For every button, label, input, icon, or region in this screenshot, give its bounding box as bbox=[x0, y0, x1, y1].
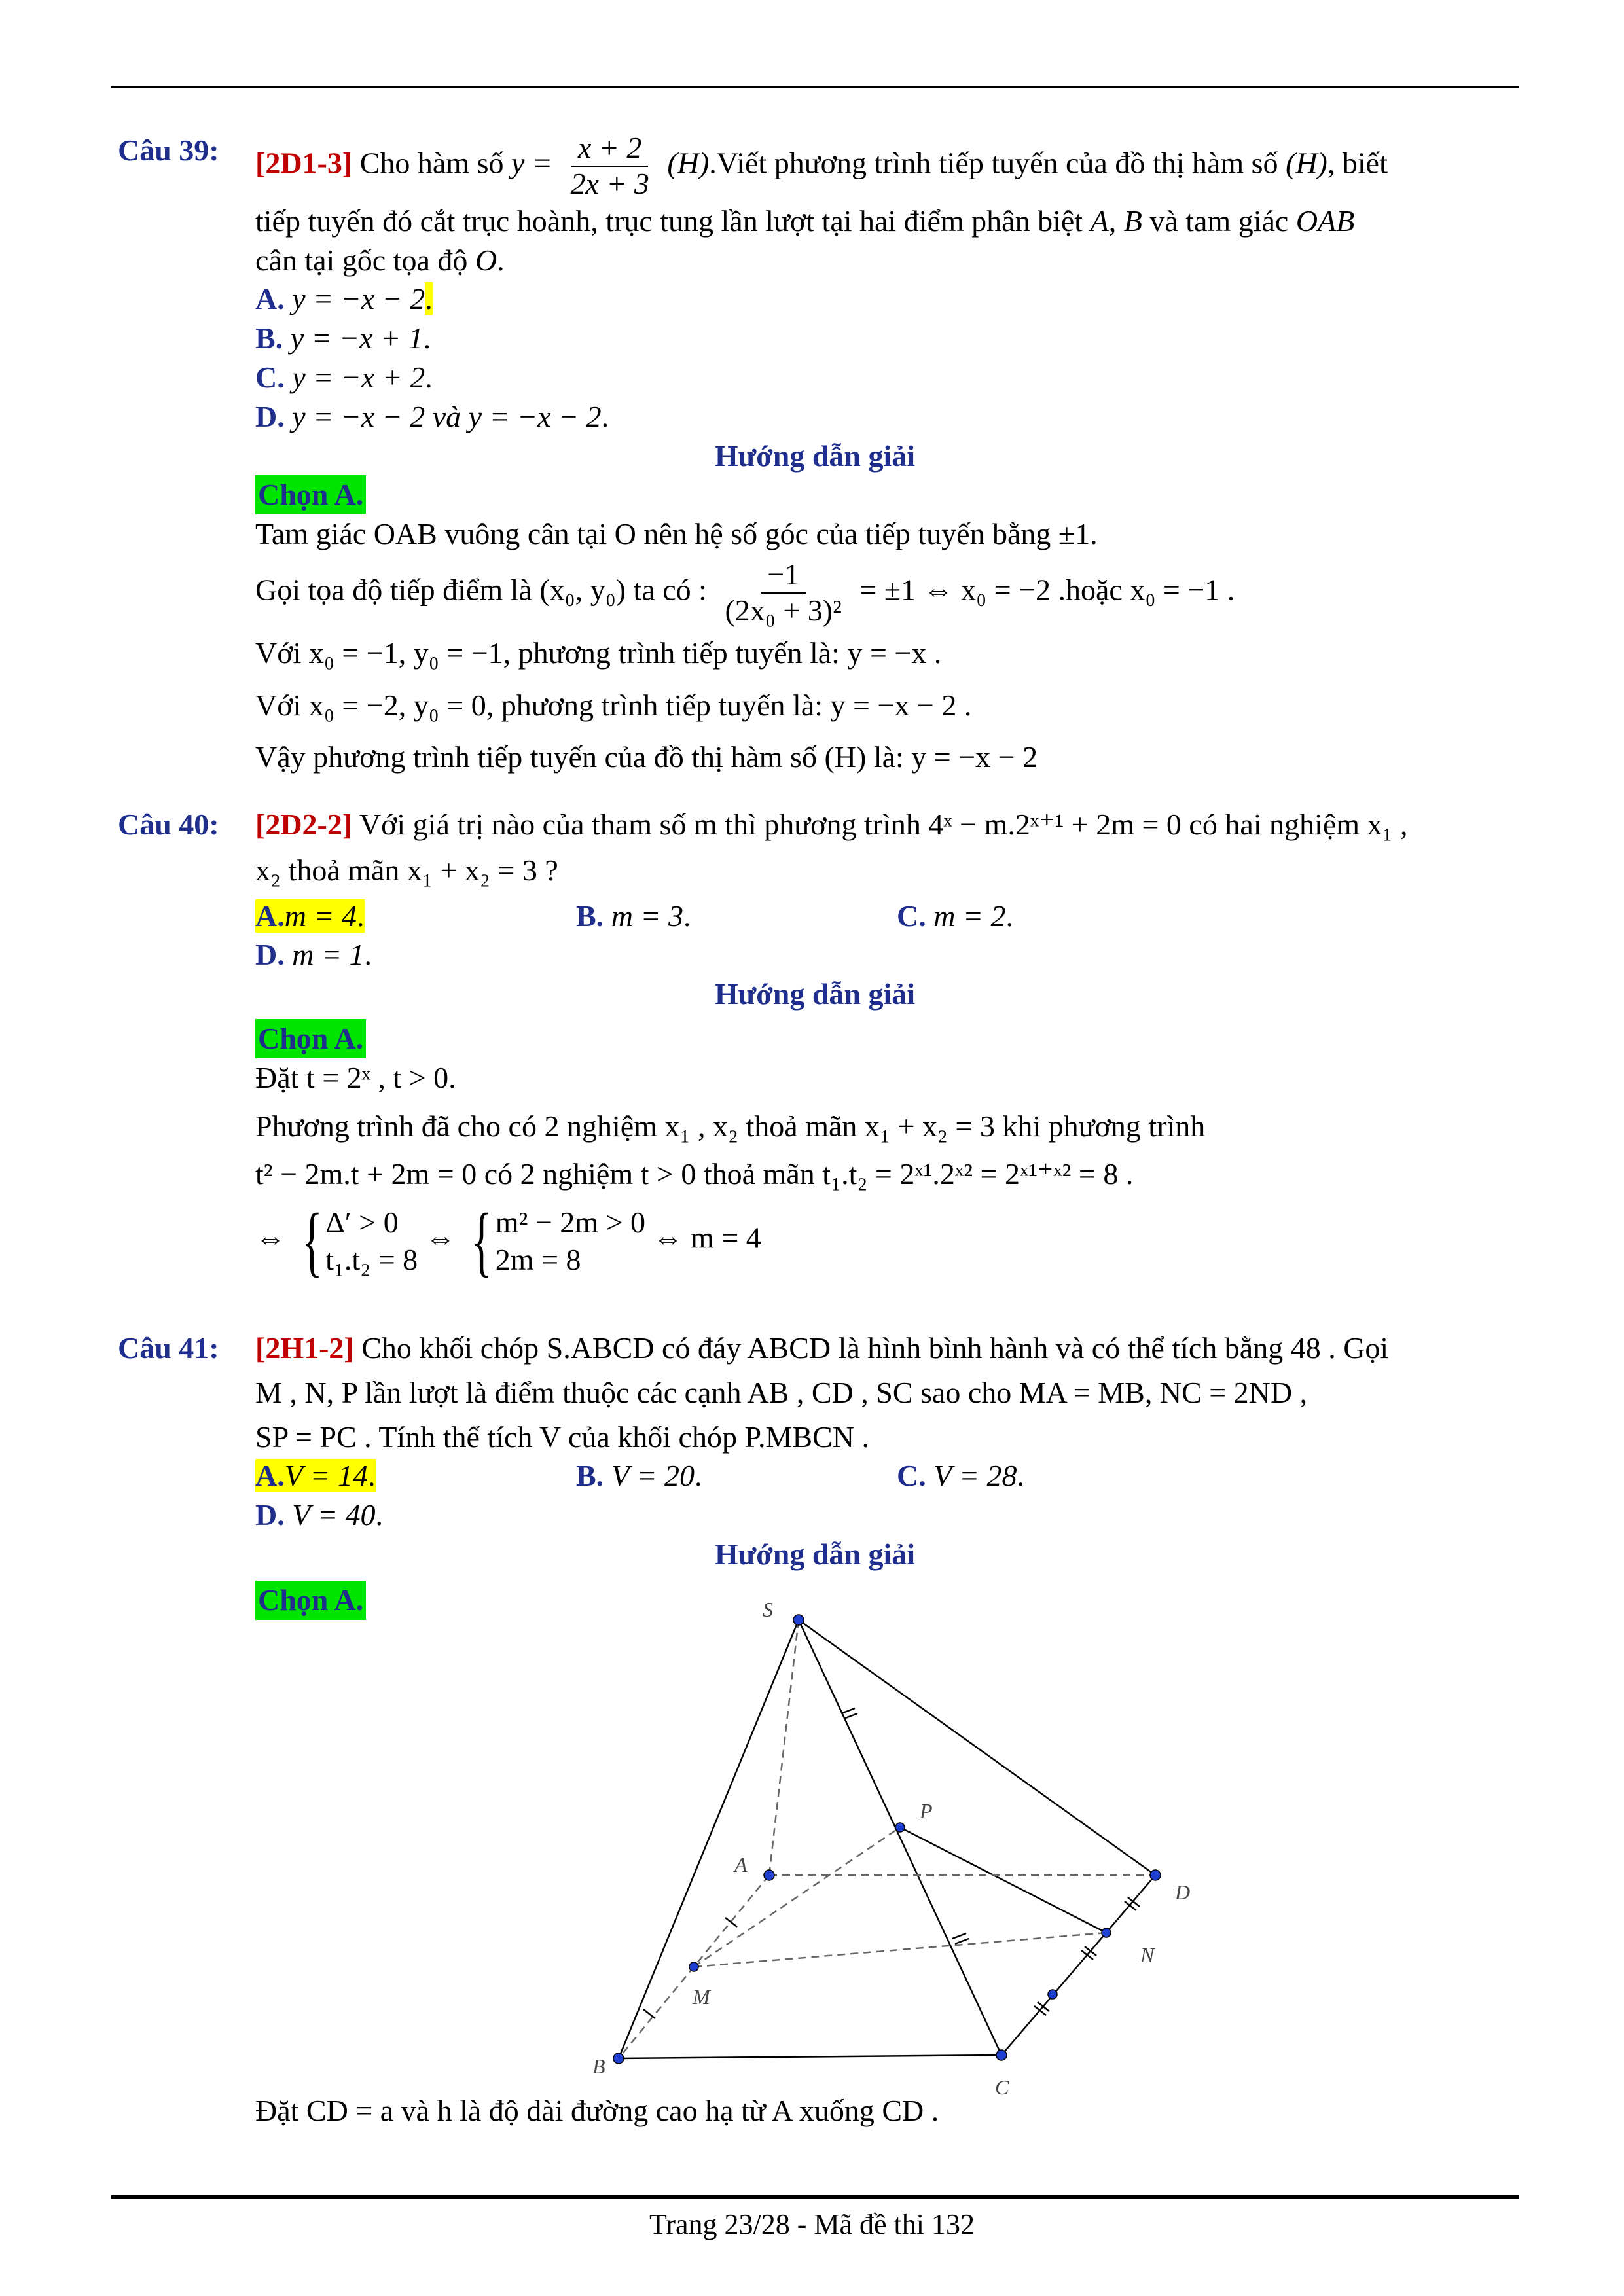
question-body bbox=[255, 805, 1519, 1285]
option-label: D. bbox=[255, 1498, 285, 1532]
question-text-end: , biết bbox=[1327, 146, 1388, 180]
func-name-ref: (H) bbox=[1286, 146, 1327, 180]
segment-MP-hidden bbox=[694, 1827, 900, 1967]
solution-line bbox=[255, 558, 1519, 628]
option-label: C. bbox=[255, 360, 285, 394]
math-var: OAB bbox=[1295, 204, 1355, 238]
system-row: m² − 2m > 0 bbox=[495, 1205, 646, 1239]
question-intro: Cho hàm số bbox=[359, 146, 504, 180]
fraction-denominator: 2x + 3 bbox=[570, 166, 649, 200]
label-D: D bbox=[1175, 1880, 1191, 1904]
solution-line: Với x₀ = −1, y₀ = −1, phương trình tiếp tuyến là: y = −x . bbox=[255, 636, 942, 670]
answer-options bbox=[255, 897, 1519, 975]
question-text: và tam giác bbox=[1149, 204, 1289, 238]
question-label: Câu 41: bbox=[118, 1331, 219, 1365]
label-M: M bbox=[693, 1985, 710, 2009]
option-label: B. bbox=[255, 321, 283, 355]
label-N: N bbox=[1140, 1943, 1155, 1967]
solution-line: t² − 2m.t + 2m = 0 có 2 nghiệm t > 0 thoả mãn t₁.t₂ = 2ˣ¹.2ˣ² = 2ˣ¹⁺ˣ² = 8 . bbox=[255, 1157, 1134, 1191]
question-line-2 bbox=[255, 202, 1519, 241]
system-row: 2m = 8 bbox=[495, 1243, 581, 1277]
difficulty-tag: [2D2-2] bbox=[255, 808, 353, 841]
option-b[interactable] bbox=[576, 1456, 897, 1496]
option-text: y = −x − 2 bbox=[292, 282, 425, 316]
option-c[interactable] bbox=[897, 1456, 1218, 1496]
option-c[interactable] bbox=[897, 897, 1218, 936]
answer-options bbox=[255, 1456, 1519, 1535]
option-a[interactable] bbox=[255, 897, 576, 936]
label-B: B bbox=[592, 2054, 605, 2078]
difficulty-tag: [2H1-2] bbox=[255, 1331, 354, 1365]
segment-MN-hidden bbox=[694, 1933, 1106, 1967]
chosen-answer: Chọn A. bbox=[255, 1581, 366, 1620]
point-A bbox=[764, 1870, 774, 1880]
solution-line: Đặt CD = a và h là độ dài đường cao hạ từ A xuống CD . bbox=[255, 2094, 939, 2127]
question-line-1 bbox=[255, 805, 1519, 844]
option-b[interactable] bbox=[576, 897, 897, 936]
option-label: C. bbox=[897, 1459, 926, 1493]
edge-BC bbox=[619, 2055, 1001, 2058]
option-a[interactable] bbox=[255, 1456, 576, 1496]
point-S bbox=[793, 1615, 804, 1625]
option-label: A. bbox=[255, 1459, 285, 1493]
option-label: D. bbox=[255, 938, 285, 972]
function-fraction bbox=[564, 131, 655, 202]
equation-system-2 bbox=[463, 1197, 646, 1285]
solution-heading: Hướng dẫn giải bbox=[714, 439, 916, 473]
segment-PN bbox=[900, 1827, 1106, 1933]
tick-mark bbox=[955, 1939, 969, 1944]
system-rows bbox=[325, 1204, 418, 1279]
system-row: Δ′ > 0 bbox=[325, 1205, 399, 1239]
option-tail: . bbox=[1017, 1459, 1025, 1493]
option-tail: . bbox=[601, 399, 609, 433]
solution-line: Phương trình đã cho có 2 nghiệm x₁ , x₂ thoả mãn x₁ + x₂ = 3 khi phương trình bbox=[255, 1109, 1206, 1143]
point-N bbox=[1102, 1928, 1111, 1937]
option-text: y = −x − 2 và y = −x − 2 bbox=[292, 399, 602, 433]
solution-heading: Hướng dẫn giải bbox=[714, 1537, 916, 1571]
option-tail: . bbox=[357, 899, 365, 933]
option-text: m = 3 bbox=[611, 899, 683, 933]
tick-mark bbox=[841, 1708, 855, 1713]
option-text: V = 40 bbox=[292, 1498, 376, 1532]
option-text: y = −x + 2 bbox=[292, 360, 425, 394]
point-B bbox=[613, 2053, 624, 2064]
option-tail: . bbox=[368, 1459, 376, 1493]
question-line-3: SP = PC . Tính thể tích V của khối chóp P.MBCN . bbox=[255, 1420, 869, 1454]
solution-line: Với x₀ = −2, y₀ = 0, phương trình tiếp tuyến là: y = −x − 2 . bbox=[255, 688, 972, 722]
option-tail: . bbox=[364, 938, 372, 972]
pyramid-figure bbox=[576, 1597, 1198, 2108]
option-label: A. bbox=[255, 899, 285, 933]
brace-icon: { bbox=[471, 1197, 492, 1285]
tick-mark bbox=[643, 2009, 655, 2018]
system-result: ⇔ m = 4 bbox=[653, 1221, 761, 1255]
point-P bbox=[895, 1823, 905, 1832]
edge-SA-hidden bbox=[769, 1620, 799, 1875]
solution-text: Gọi tọa độ tiếp điểm là (x₀, y₀) ta có : bbox=[255, 573, 707, 607]
question-label: Câu 40: bbox=[118, 808, 219, 841]
question-39 bbox=[118, 131, 1519, 777]
label-C: C bbox=[995, 2075, 1009, 2099]
chosen-answer: Chọn A. bbox=[255, 1019, 366, 1058]
question-line-1 bbox=[255, 1329, 1519, 1368]
question-line-3 bbox=[255, 241, 1519, 280]
option-c[interactable] bbox=[255, 358, 897, 397]
solution-fraction bbox=[718, 558, 848, 628]
option-tail: . bbox=[423, 321, 431, 355]
option-label: A. bbox=[255, 282, 285, 316]
question-text: cân tại gốc tọa độ bbox=[255, 243, 468, 277]
equation-system-1 bbox=[293, 1197, 418, 1285]
func-lhs: y = bbox=[511, 146, 552, 180]
option-tail: . bbox=[1005, 899, 1013, 933]
question-body bbox=[255, 131, 1519, 777]
solution-system bbox=[255, 1197, 1519, 1285]
question-41 bbox=[118, 1329, 1519, 1620]
option-a[interactable] bbox=[255, 279, 897, 319]
edge-SD bbox=[799, 1620, 1155, 1875]
fraction-numerator: −1 bbox=[761, 558, 806, 594]
difficulty-tag: [2D1-3] bbox=[255, 146, 353, 180]
option-label: B. bbox=[576, 899, 604, 933]
option-text: V = 14 bbox=[284, 1459, 369, 1493]
option-d[interactable] bbox=[255, 935, 576, 975]
solution-line: Tam giác OAB vuông cân tại O nên hệ số góc của tiếp tuyến bằng ±1. bbox=[255, 517, 1098, 551]
header-rule bbox=[111, 86, 1519, 88]
option-text: V = 20 bbox=[611, 1459, 695, 1493]
question-text: Cho khối chóp S.ABCD có đáy ABCD là hình bình hành và có thể tích bằng 48 . Gọi bbox=[361, 1331, 1389, 1365]
point-division bbox=[1048, 1990, 1057, 1999]
answer-options bbox=[255, 279, 1519, 436]
option-tail: . bbox=[425, 360, 433, 394]
option-d[interactable] bbox=[255, 1496, 576, 1535]
math-var: B bbox=[1123, 204, 1142, 238]
option-text: m = 4 bbox=[284, 899, 357, 933]
point-D bbox=[1150, 1870, 1161, 1880]
func-name: (H) bbox=[667, 146, 710, 180]
option-tail: . bbox=[683, 899, 691, 933]
edge-SC bbox=[799, 1620, 1001, 2055]
system-row: t₁.t₂ = 8 bbox=[325, 1243, 418, 1277]
system-rows bbox=[496, 1204, 645, 1279]
option-b[interactable] bbox=[255, 319, 897, 358]
option-label: C. bbox=[897, 899, 926, 933]
question-40 bbox=[118, 805, 1519, 1285]
question-line-1 bbox=[255, 131, 1519, 202]
separator: , bbox=[1108, 204, 1117, 238]
point-M bbox=[689, 1962, 698, 1971]
solution-text: = ±1 ⇔ x₀ = −2 .hoặc x₀ = −1 . bbox=[859, 573, 1235, 607]
option-text: m = 2 bbox=[933, 899, 1006, 933]
question-line-2: x₂ thoả mãn x₁ + x₂ = 3 ? bbox=[255, 853, 558, 887]
option-tail: . bbox=[695, 1459, 702, 1493]
question-body bbox=[255, 1329, 1519, 1620]
question-label: Câu 39: bbox=[118, 134, 219, 167]
fraction-numerator: x + 2 bbox=[571, 131, 648, 167]
point-C bbox=[996, 2050, 1007, 2060]
question-text: Với giá trị nào của tham số m thì phương trình 4ˣ − m.2ˣ⁺¹ + 2m = 0 có hai nghiệm x₁ , bbox=[359, 808, 1408, 841]
fraction-denominator: (2x₀ + 3)² bbox=[725, 593, 842, 627]
option-label: D. bbox=[255, 399, 285, 433]
solution-heading: Hướng dẫn giải bbox=[714, 977, 916, 1011]
punctuation: . bbox=[497, 243, 505, 277]
option-text: y = −x + 1 bbox=[290, 321, 424, 355]
tick-mark bbox=[952, 1933, 966, 1939]
option-d[interactable] bbox=[255, 397, 897, 437]
brace-icon: { bbox=[301, 1197, 323, 1285]
tick-mark bbox=[844, 1713, 857, 1719]
math-var: A bbox=[1090, 204, 1109, 238]
option-tail: . bbox=[375, 1498, 384, 1532]
question-text: .Viết phương trình tiếp tuyến của đồ thị hàm số bbox=[709, 146, 1278, 180]
option-tail: . bbox=[425, 282, 433, 316]
equiv-symbol: ⇔ bbox=[425, 1221, 456, 1255]
option-text: m = 1 bbox=[292, 938, 365, 972]
solution-line: Đặt t = 2ˣ , t > 0. bbox=[255, 1060, 456, 1094]
chosen-answer: Chọn A. bbox=[255, 475, 366, 514]
question-text: tiếp tuyến đó cắt trục hoành, trục tung lần lượt tại hai điểm phân biệt bbox=[255, 204, 1083, 238]
option-label: B. bbox=[576, 1459, 604, 1493]
question-41-continued bbox=[118, 2091, 1519, 2130]
question-line-2: M , N, P lần lượt là điểm thuộc các cạnh AB , CD , SC sao cho MA = MB, NC = 2ND , bbox=[255, 1375, 1308, 1409]
label-P: P bbox=[920, 1799, 933, 1823]
solution-line: Vậy phương trình tiếp tuyến của đồ thị hàm số (H) là: y = −x − 2 bbox=[255, 740, 1038, 774]
equiv-symbol: ⇔ bbox=[255, 1221, 285, 1255]
edge-CD bbox=[1001, 1875, 1155, 2055]
label-S: S bbox=[763, 1598, 773, 1621]
label-A: A bbox=[734, 1853, 748, 1876]
page-footer: Trang 23/28 - Mã đề thi 132 bbox=[649, 2208, 975, 2240]
math-var: O bbox=[475, 243, 497, 277]
footer-rule bbox=[111, 2195, 1519, 2199]
option-text: V = 28 bbox=[933, 1459, 1017, 1493]
